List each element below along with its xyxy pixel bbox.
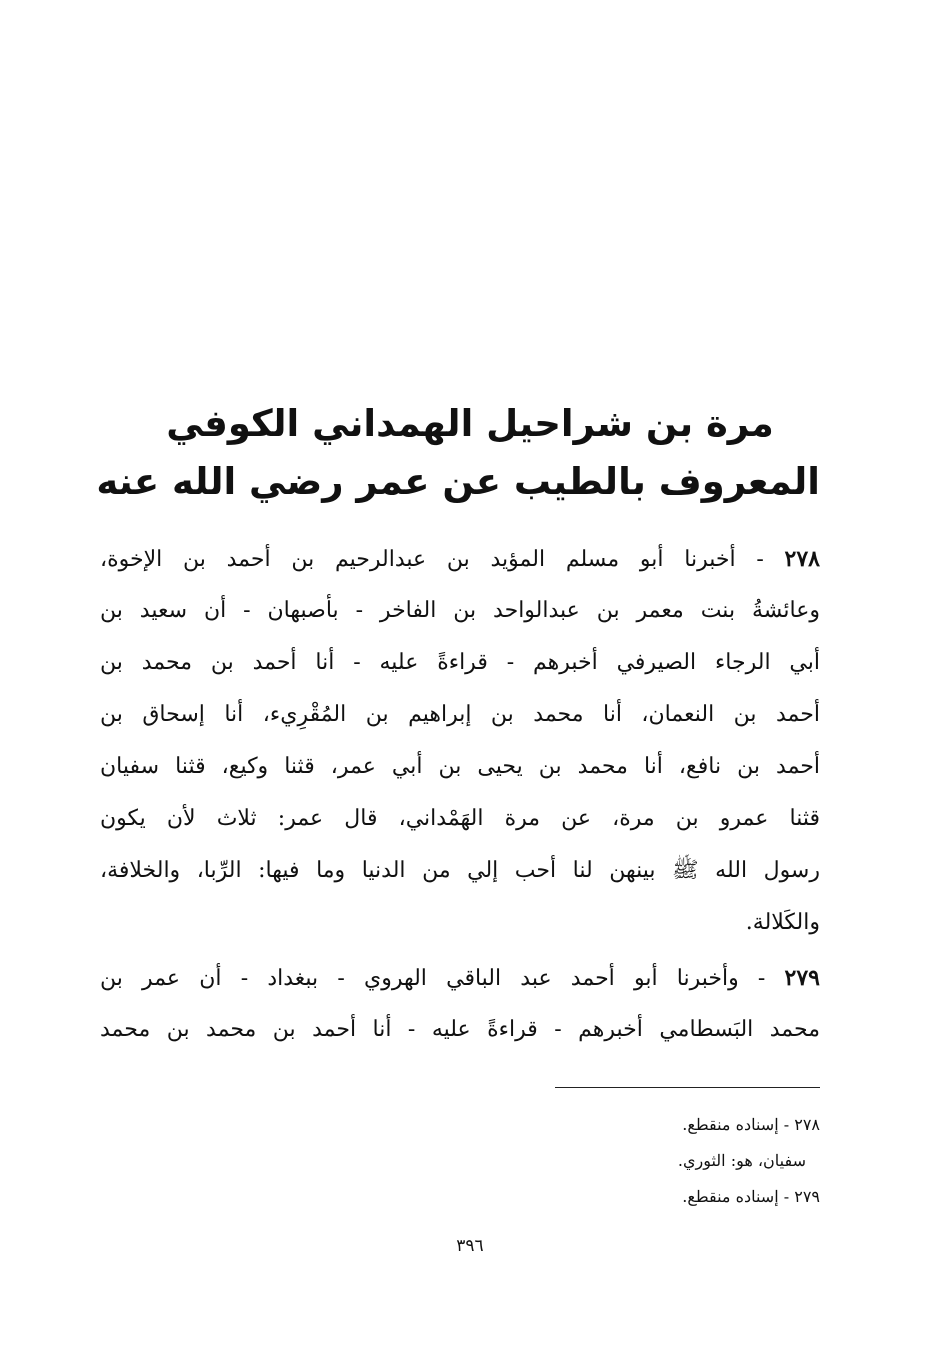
footnote-separator xyxy=(555,1087,820,1088)
heading-line-1: مرة بن شراحيل الهمداني الكوفي xyxy=(166,402,774,445)
text-line-content: - أخبرنا أبو مسلم المؤيد بن عبدالرحيم بن أحمد بن الإخوة، xyxy=(100,547,764,572)
footnotes xyxy=(420,1107,820,1215)
text-line xyxy=(100,952,820,1004)
text-line: أحمد بن نافع، أنا محمد بن يحيى بن أبي عمر، قثنا وكيع، قثنا سفيان xyxy=(100,754,820,779)
text-line: أحمد بن النعمان، أنا محمد بن إبراهيم بن المُقْرِيء، أنا إسحاق بن xyxy=(100,702,820,727)
footnote: ٢٧٨ - إسناده منقطع. xyxy=(682,1115,820,1134)
text-line: والكَلالة. xyxy=(745,910,820,935)
hadith-278-paragraph xyxy=(100,533,820,949)
text-line: أبي الرجاء الصيرفي أخبرهم - قراءةً عليه - أنا أحمد بن محمد بن xyxy=(100,650,820,675)
hadith-number: ٢٧٨ xyxy=(784,546,820,572)
text-line: محمد البَسطامي أخبرهم - قراءةً عليه - أنا أحمد بن محمد بن محمد xyxy=(100,1017,820,1042)
footnote: سفيان، هو: الثوري. xyxy=(677,1151,806,1170)
chapter-heading xyxy=(96,395,820,511)
heading-line-2: المعروف بالطيب عن عمر رضي الله عنه xyxy=(96,460,820,503)
text-line xyxy=(100,533,820,585)
hadith-279-paragraph xyxy=(100,952,820,1056)
text-line: رسول الله ﷺ بينهن لنا أحب إلي من الدنيا وما فيها: الرِّبا، والخلافة، xyxy=(100,858,820,883)
footnote: ٢٧٩ - إسناده منقطع. xyxy=(682,1187,820,1206)
text-line-content: - وأخبرنا أبو أحمد عبد الباقي الهروي - ببغداد - أن عمر بن xyxy=(100,966,766,991)
text-line: قثنا عمرو بن مرة، عن مرة الهَمْداني، قال عمر: ثلاث لأن يكون xyxy=(100,806,820,831)
hadith-number: ٢٧٩ xyxy=(784,965,820,991)
text-line: وعائشةُ بنت معمر بن عبدالواحد بن الفاخر - بأصبهان - أن سعيد بن xyxy=(100,598,820,623)
page-number: ٣٩٦ xyxy=(456,1236,484,1256)
